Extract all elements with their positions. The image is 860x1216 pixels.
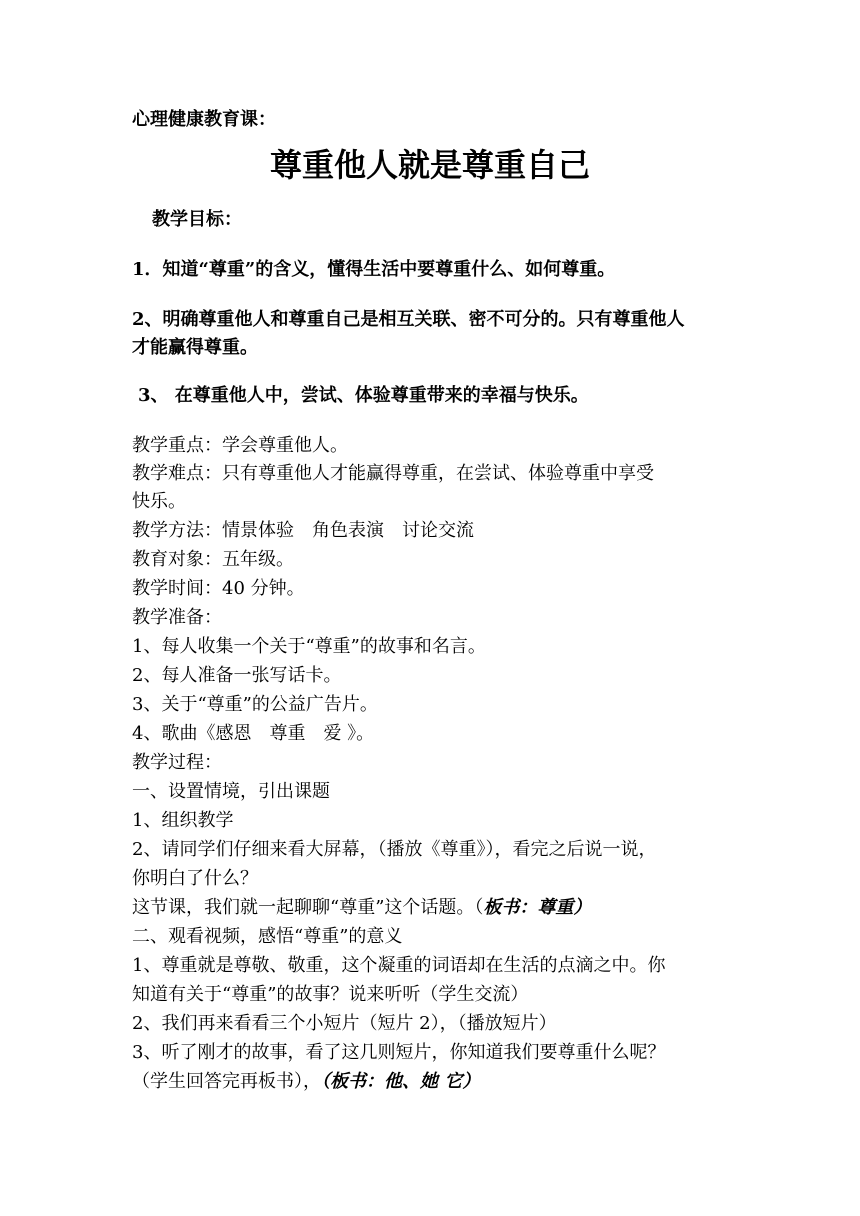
preparation-heading: 教学准备：	[132, 607, 222, 628]
part2-step-1-line2: 知道有关于“尊重”的故事？说来听听（学生交流）	[132, 984, 529, 1005]
part1-step-2-line2: 你明白了什么？	[132, 868, 258, 889]
part1-step-3	[132, 894, 732, 922]
preparation-item-2: 2、每人准备一张写话卡。	[132, 665, 342, 686]
part1-step-1: 1、组织教学	[132, 810, 234, 831]
part1-step-2-line1: 2、请同学们仔细来看大屏幕，（播放《尊重》），看完之后说一说，	[132, 839, 657, 860]
teaching-time: 教学时间：40 分钟。	[132, 578, 305, 599]
part1-step-3-text: 这节课，我们就一起聊聊“尊重”这个话题。（	[132, 897, 484, 918]
teaching-method: 教学方法：情景体验 角色表演 讨论交流	[132, 520, 474, 541]
difficulty-line2: 快乐。	[132, 491, 186, 512]
part1-title: 一、设置情境，引出课题	[132, 781, 330, 802]
objective-1: 1．知道“尊重”的含义，懂得生活中要尊重什么、如何尊重。	[132, 259, 616, 280]
part2-title: 二、观看视频，感悟“尊重”的意义	[132, 926, 403, 947]
process-heading: 教学过程：	[132, 752, 222, 773]
preparation-item-1: 1、每人收集一个关于“尊重”的故事和名言。	[132, 636, 486, 657]
objective-3: 3、 在尊重他人中，尝试、体验尊重带来的幸福与快乐。	[138, 385, 589, 406]
difficulty-line1: 教学难点：只有尊重他人才能赢得尊重，在尝试、体验尊重中享受	[132, 463, 654, 484]
key-point: 教学重点：学会尊重他人。	[132, 435, 348, 456]
objectives-heading: 教学目标：	[152, 209, 242, 230]
preparation-item-4: 4、歌曲《感恩 尊重 爱 》。	[132, 723, 375, 744]
part2-step-1-line1: 1、尊重就是尊敬、敬重，这个凝重的词语却在生活的点滴之中。你	[132, 955, 666, 976]
part2-step-3-line1: 3、听了刚才的故事，看了这几则短片，你知道我们要尊重什么呢？	[132, 1042, 666, 1063]
preparation-item-3: 3、关于“尊重”的公益广告片。	[132, 694, 378, 715]
education-target: 教育对象：五年级。	[132, 549, 294, 570]
part2-step-3-text: （学生回答完再板书），	[132, 1071, 321, 1092]
part2-step-3-line2	[132, 1068, 732, 1096]
document-title: 尊重他人就是尊重自己	[269, 146, 590, 184]
objective-2-line2: 才能赢得尊重。	[132, 337, 258, 358]
part2-step-2: 2、我们再来看看三个小短片（短片 2），（播放短片）	[132, 1013, 557, 1034]
course-label: 心理健康教育课：	[132, 109, 276, 130]
board-note-respect: 板书：尊重）	[483, 897, 592, 918]
objective-2-line1: 2、明确尊重他人和尊重自己是相互关联、密不可分的。只有尊重他人	[132, 309, 685, 330]
board-note-pronouns: （板书：他、她 它）	[321, 1071, 481, 1092]
